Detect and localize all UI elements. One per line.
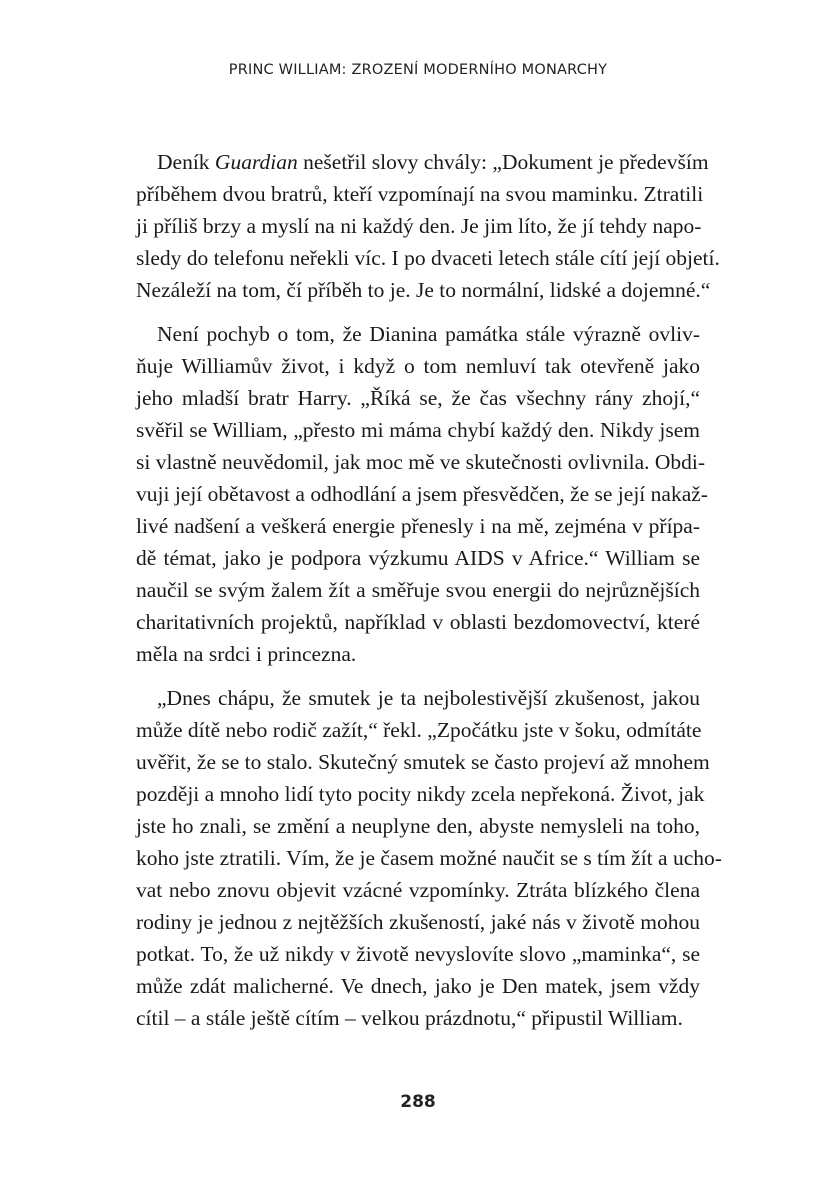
text-line: livé nadšení a veškerá energie přenesly i na mě, zejména v přípa- [136,514,700,538]
running-head: PRINC WILLIAM: ZROZENÍ MODERNÍHO MONARCHY [228,62,608,78]
text-line: jeho mladší bratr Harry. „Říká se, že čas všechny rány zhojí,“ [136,386,700,410]
text-line: sledy do telefonu neřekli víc. I po dvaceti letech stále cítí její objetí. [136,246,720,270]
text-line: dě témat, jako je podpora výzkumu AIDS v Africe.“ William se [136,546,700,570]
text-line: „Dnes chápu, že smutek je ta nejbolestivější zkušenost, jakou [157,686,700,710]
text-line: Není pochyb o tom, že Dianina památka stále výrazně ovliv- [157,322,700,346]
text-line: později a mnoho lidí tyto pocity nikdy zcela nepřekoná. Život, jak [136,782,705,806]
text-line: charitativních projektů, například v oblasti bezdomovectví, které [136,610,700,634]
text-line: potkat. To, že už nikdy v životě nevyslovíte slovo „maminka“, se [136,942,700,966]
text-line: může dítě nebo rodič zažít,“ řekl. „Zpočátku jste v šoku, odmítáte [136,718,702,742]
text-line: naučil se svým žalem žít a směřuje svou energii do nejrůznějších [136,578,700,602]
text-line: rodiny je jednou z nejtěžších zkušeností, jaké nás v životě mohou [136,910,700,934]
text-line: příběhem dvou bratrů, kteří vzpomínají na svou maminku. Ztratili [136,182,704,206]
paragraph-3 [136,682,722,1034]
text-line: vuji její obětavost a odhodlání a jsem přesvědčen, že se její nakaž- [136,482,708,506]
text-line: ňuje Williamův život, i když o tom nemluví tak otevřeně jako [136,354,700,378]
text-line: vat nebo znovu objevit vzácné vzpomínky. Ztráta blízkého člena [136,878,700,902]
text-line: svěřil se William, „přesto mi máma chybí každý den. Nikdy jsem [136,418,700,442]
text-line: Deník Guardian nešetřil slovy chvály: „Dokument je především [157,150,709,174]
text-line: jste ho znali, se změní a neuplyne den, abyste nemysleli na toho, [136,814,700,838]
text-line: koho jste ztratili. Vím, že je časem možné naučit se s tím žít a ucho- [136,846,722,870]
text-line: uvěřit, že se to stalo. Skutečný smutek se často projeví až mnohem [136,750,710,774]
page-number: 288 [400,1092,436,1112]
text-line: ji příliš brzy a myslí na ni každý den. Je jim líto, že jí tehdy napo- [136,214,702,238]
text-line: cítil – a stále ještě cítím – velkou prázdnotu,“ připustil William. [136,1006,683,1030]
paragraph-1 [136,146,720,306]
publication-title: Guardian [214,150,298,174]
text-line: může zdát malicherné. Ve dnech, jako je Den matek, jsem vždy [136,974,700,998]
paragraph-2 [136,318,708,670]
text-line: měla na srdci i princezna. [136,642,357,666]
text-line: si vlastně neuvědomil, jak moc mě ve skutečnosti ovlivnila. Obdi- [136,450,706,474]
body-text [136,146,722,1046]
text-line: Nezáleží na tom, čí příběh to je. Je to normální, lidské a dojemné.“ [136,278,711,302]
